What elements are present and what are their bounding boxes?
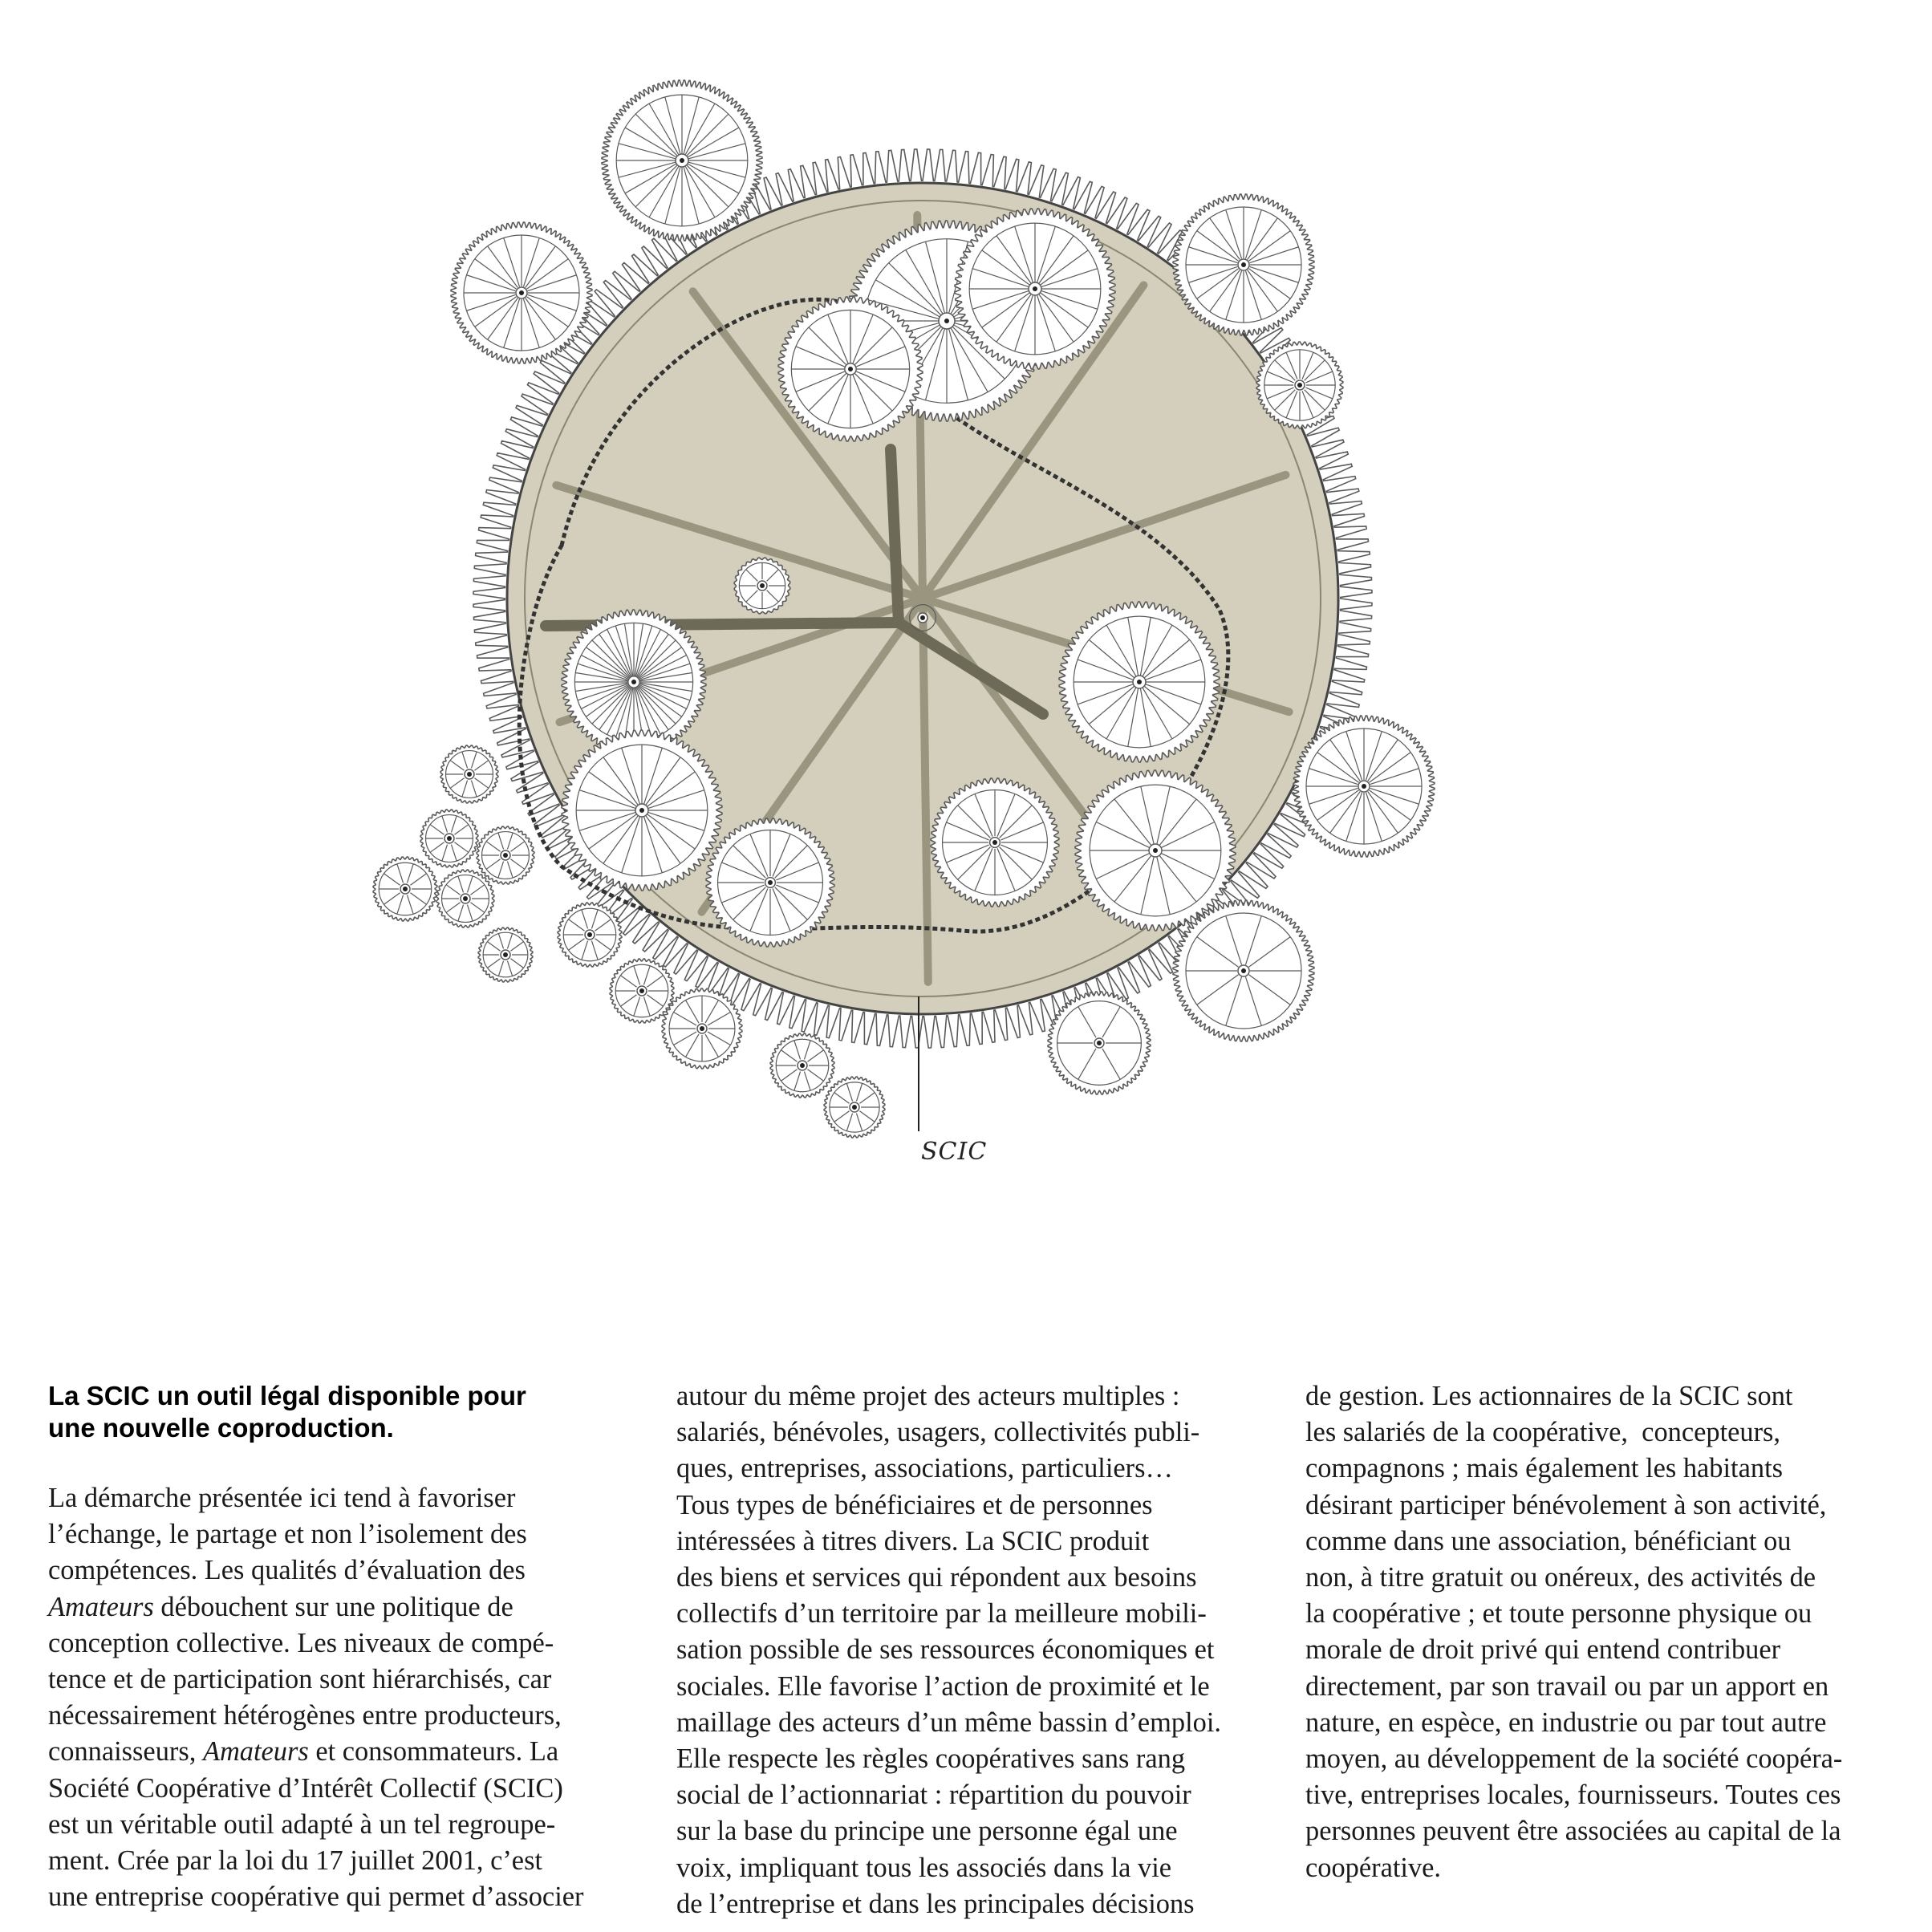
outer-gear-right-small-axle [1297, 383, 1302, 388]
outer-gear-cluster-2-axle [503, 952, 508, 957]
inner-gear-left-lower-axle [639, 808, 644, 813]
outer-gear-bottom-axle [1097, 1041, 1102, 1045]
frame-arm [891, 449, 899, 623]
disc-arm [923, 599, 928, 982]
outer-gear-cluster-9-axle [852, 1105, 857, 1110]
text-column-2 [676, 1378, 1270, 1922]
inner-gear-bottom-center-axle [992, 840, 997, 845]
text-line: compétences. Les qualités d’évaluation des [48, 1555, 526, 1586]
text-line: intéressées à titres divers. La SCIC produit [676, 1525, 1150, 1557]
inner-gear-top-right-axle [1033, 286, 1037, 291]
text-line: sation possible de ses ressources économiques et [676, 1634, 1215, 1666]
text-line: de l’entreprise et dans les principales décisions [676, 1888, 1195, 1919]
text-line: Elle respecte les règles coopératives sans rang [676, 1743, 1186, 1775]
disc-center-hub-axle [920, 615, 925, 620]
text-line: désirant participer bénévolement à son activité, [1305, 1489, 1827, 1520]
text-line: de gestion. Les actionnaires de la SCIC sont [1305, 1381, 1793, 1411]
gears-layer [373, 80, 1435, 1138]
outer-gear-top-left-axle [680, 158, 684, 163]
text-line: est un véritable outil adapté à un tel regroupe- [48, 1808, 556, 1840]
text-line: sur la base du principe une personne égal une [676, 1816, 1178, 1847]
outer-gear-left-axle [519, 290, 524, 295]
text-line: social de l’actionnariat : répartition du pouvoir [676, 1780, 1191, 1811]
outer-gear-cluster-7-axle [467, 772, 472, 777]
text-line: conception collective. Les niveaux de compé- [48, 1627, 554, 1658]
figure-label-scic: SCIC [921, 1138, 988, 1166]
text-line: sociales. Elle favorise l’action de proximité et le [676, 1670, 1210, 1702]
inner-gear-right-axle [1137, 680, 1142, 684]
text-line: directement, par son travail ou par un apport en [1305, 1670, 1829, 1702]
inner-gear-bottom-right-axle [1153, 848, 1158, 853]
heading-line: La SCIC un outil légal disponible pour [48, 1381, 526, 1410]
text-line: autour du même projet des acteurs multiples : [676, 1381, 1180, 1411]
text-line: l’échange, le partage et non l’isolement des [48, 1519, 527, 1550]
text-line: connaisseurs, Amateurs et consommateurs. La [48, 1736, 559, 1768]
outer-gear-cluster-6-axle [503, 853, 508, 858]
text-line: tive, entreprises locales, fournisseurs. Toutes ces [1305, 1780, 1841, 1811]
text-line: une entreprise coopérative qui permet d’associer [48, 1881, 584, 1913]
text-line: Tous types de bénéficiaires et de personnes [676, 1489, 1153, 1520]
text-line: compagnons ; mais également les habitants [1305, 1453, 1784, 1484]
inner-gear-bottom-left-axle [768, 880, 773, 885]
outer-gear-bottom-right-axle [1241, 968, 1246, 973]
outer-gear-cluster-1-axle [587, 932, 592, 937]
text-line: maillage des acteurs d’un même bassin d’emploi. [676, 1707, 1222, 1738]
column-1-body [48, 1480, 642, 1915]
text-line: nécessairement hétérogènes entre producteurs, [48, 1700, 562, 1731]
text-column-1 [48, 1380, 642, 1915]
inner-gear-small-axle [760, 583, 765, 588]
text-line: morale de droit privé qui entend contribuer [1305, 1634, 1781, 1666]
text-line: La démarche présentée ici tend à favoriser [48, 1483, 516, 1513]
text-line: moyen, au développement de la société coopéra- [1305, 1743, 1843, 1775]
outer-gear-bottom-left-2-axle [639, 988, 644, 993]
text-line: les salariés de la coopérative, concepteurs, [1305, 1417, 1781, 1448]
text-line: des biens et services qui répondent aux besoins [676, 1562, 1197, 1593]
outer-gear-bottom-left-axle [700, 1026, 704, 1031]
inner-gear-top-axle [944, 319, 949, 323]
text-line: nature, en espèce, en industrie ou par tout autre [1305, 1707, 1827, 1738]
outer-gear-cluster-5-axle [447, 836, 452, 841]
text-line: la coopérative ; et toute personne physique ou [1305, 1598, 1812, 1630]
text-line: coopérative. [1305, 1852, 1441, 1883]
outer-gear-cluster-3-axle [463, 896, 468, 901]
heading-line: une nouvelle coproduction. [48, 1413, 394, 1443]
inner-gear-left-axle [631, 680, 636, 684]
text-line: tence et de participation sont hiérarchisés, car [48, 1664, 552, 1695]
outer-gear-cluster-8-axle [800, 1063, 805, 1068]
text-line: Société Coopérative d’Intérêt Collectif (SCIC) [48, 1772, 563, 1804]
text-line: personnes peuvent être associées au capital de la [1305, 1816, 1841, 1847]
article-heading [48, 1380, 642, 1444]
text-line: ques, entreprises, associations, particuliers… [676, 1453, 1173, 1484]
outer-gear-cluster-4-axle [403, 887, 408, 891]
text-line: non, à titre gratuit ou onéreux, des activités de [1305, 1562, 1816, 1593]
text-line: Amateurs débouchent sur une politique de [48, 1591, 513, 1622]
text-column-3 [1305, 1378, 1899, 1886]
text-line: collectifs d’un territoire par la meilleure mobili- [676, 1598, 1207, 1630]
text-line: voix, impliquant tous les associés dans la vie [676, 1852, 1172, 1883]
text-line: comme dans une association, bénéficiant ou [1305, 1525, 1792, 1557]
inner-gear-top-left-axle [848, 367, 853, 371]
outer-gear-top-right-axle [1241, 262, 1246, 267]
outer-gear-right-axle [1362, 784, 1366, 789]
text-line: ment. Crée par la loi du 17 juillet 2001, c’est [48, 1845, 543, 1877]
text-line: salariés, bénévoles, usagers, collectivités publi- [676, 1417, 1200, 1448]
